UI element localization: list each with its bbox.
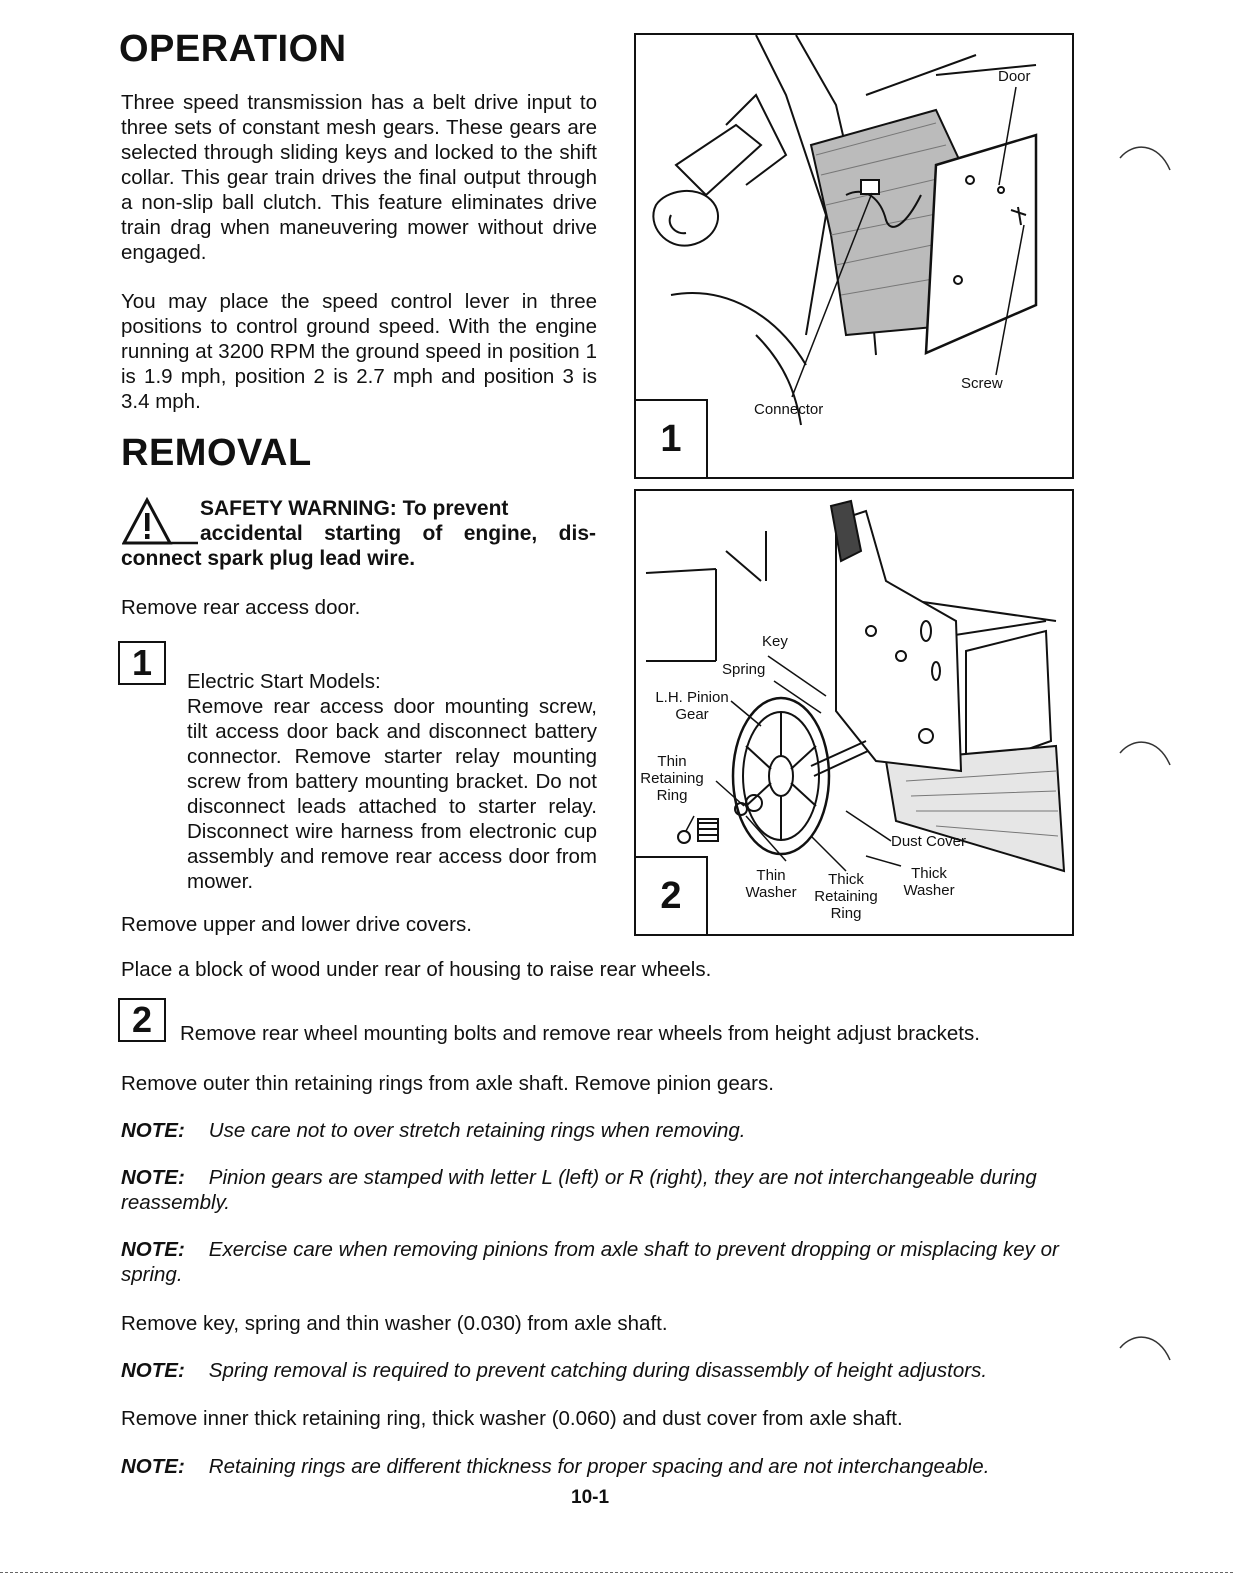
binder-hole-mark-top	[1118, 140, 1178, 180]
note-label: NOTE:	[121, 1166, 185, 1189]
figure-1-label-screw: Screw	[961, 375, 1003, 392]
note-3	[121, 1237, 1081, 1287]
remove-inner-ring-text: Remove inner thick retaining ring, thick washer (0.060) and dust cover from axle shaft.	[121, 1407, 903, 1430]
note-1-text: Use care not to over stretch retaining rings when removing.	[208, 1119, 746, 1142]
step-1-box: 1	[118, 641, 166, 685]
figure-2-label-spring: Spring	[722, 661, 766, 678]
note-2	[121, 1165, 1081, 1215]
figure-2-label-thick-retaining-ring: Thick Retaining Ring	[814, 871, 878, 922]
warning-line-2: accidental starting of engine, dis-	[200, 522, 596, 545]
operation-heading: OPERATION	[119, 28, 347, 70]
note-4-text: Spring removal is required to prevent catching during disassembly of height adjustors.	[208, 1359, 988, 1382]
figure-2-label-dust-cover: Dust Cover	[891, 833, 967, 850]
remove-door-text: Remove rear access door.	[121, 596, 361, 619]
note-5-text: Retaining rings are different thickness for proper spacing and are not interchangeable.	[208, 1455, 990, 1478]
removal-heading: REMOVAL	[121, 432, 312, 474]
figure-1	[634, 33, 1074, 479]
note-1	[121, 1118, 1081, 1143]
remove-rings-text: Remove outer thin retaining rings from axle shaft. Remove pinion gears.	[121, 1072, 774, 1095]
figure-2-label-thin-washer: Thin Washer	[745, 867, 797, 901]
note-2-text: Pinion gears are stamped with letter L (left) or R (right), they are not interchangeable during reassembly.	[121, 1166, 1037, 1214]
note-label: NOTE:	[121, 1359, 185, 1382]
step-2-box: 2	[118, 998, 166, 1042]
figure-1-label-door: Door	[998, 68, 1031, 85]
step-2-text: Remove rear wheel mounting bolts and remove rear wheels from height adjust brackets.	[180, 1022, 980, 1045]
figure-2-number: 2	[636, 856, 708, 934]
note-label: NOTE:	[121, 1119, 185, 1142]
note-label: NOTE:	[121, 1238, 185, 1261]
figure-2-label-key: Key	[762, 633, 788, 650]
binder-hole-mark-middle	[1118, 735, 1178, 775]
note-3-text: Exercise care when removing pinions from axle shaft to prevent dropping or misplacing key or spring.	[121, 1238, 1059, 1286]
step-1-text: Remove rear access door mounting screw, tilt access door back and disconnect battery connector. Remove starter relay mounting screw from battery mounting bracket. Do not disconnect leads attached to starter relay. Disconnect wire harness from electronic cup assembly and remove rear access door from mower.	[187, 695, 597, 893]
warning-line-1: SAFETY WARNING: To prevent	[200, 497, 509, 520]
remove-key-text: Remove key, spring and thin washer (0.030) from axle shaft.	[121, 1312, 668, 1335]
figure-2-label-thin-retaining-ring: Thin Retaining Ring	[640, 753, 704, 804]
figure-2-label-thick-washer: Thick Washer	[903, 865, 955, 899]
remove-covers-text: Remove upper and lower drive covers.	[121, 913, 472, 936]
step-1-title: Electric Start Models:	[187, 670, 381, 693]
figure-1-number: 1	[636, 399, 708, 477]
figure-1-label-connector: Connector	[754, 401, 824, 418]
page-number: 10-1	[571, 1487, 610, 1508]
figure-2-label-lh-pinion-gear: L.H. Pinion Gear	[655, 689, 729, 723]
note-5	[121, 1454, 1081, 1479]
block-of-wood-text: Place a block of wood under rear of housing to raise rear wheels.	[121, 958, 712, 981]
note-4	[121, 1358, 1081, 1383]
note-label: NOTE:	[121, 1455, 185, 1478]
figure-2	[634, 489, 1074, 936]
binder-hole-mark-bottom	[1118, 1330, 1178, 1370]
operation-paragraph-2: You may place the speed control lever in three positions to control ground speed. With the engine running at 3200 RPM the ground speed in position 1 is 1.9 mph, position 2 is 2.7 mph and position 3 is 3.4 mph.	[121, 290, 597, 413]
bottom-edge-line	[0, 1572, 1233, 1573]
operation-paragraph-1: Three speed transmission has a belt drive input to three sets of constant mesh gears. These gears are selected through sliding keys and locked to the shift collar. This gear train drives the final output through a non-slip ball clutch. This feature eliminates drive train drag when maneuvering mower without drive engaged.	[121, 91, 597, 264]
warning-line-3: connect spark plug lead wire.	[121, 547, 416, 570]
warning-triangle-icon	[122, 497, 198, 547]
